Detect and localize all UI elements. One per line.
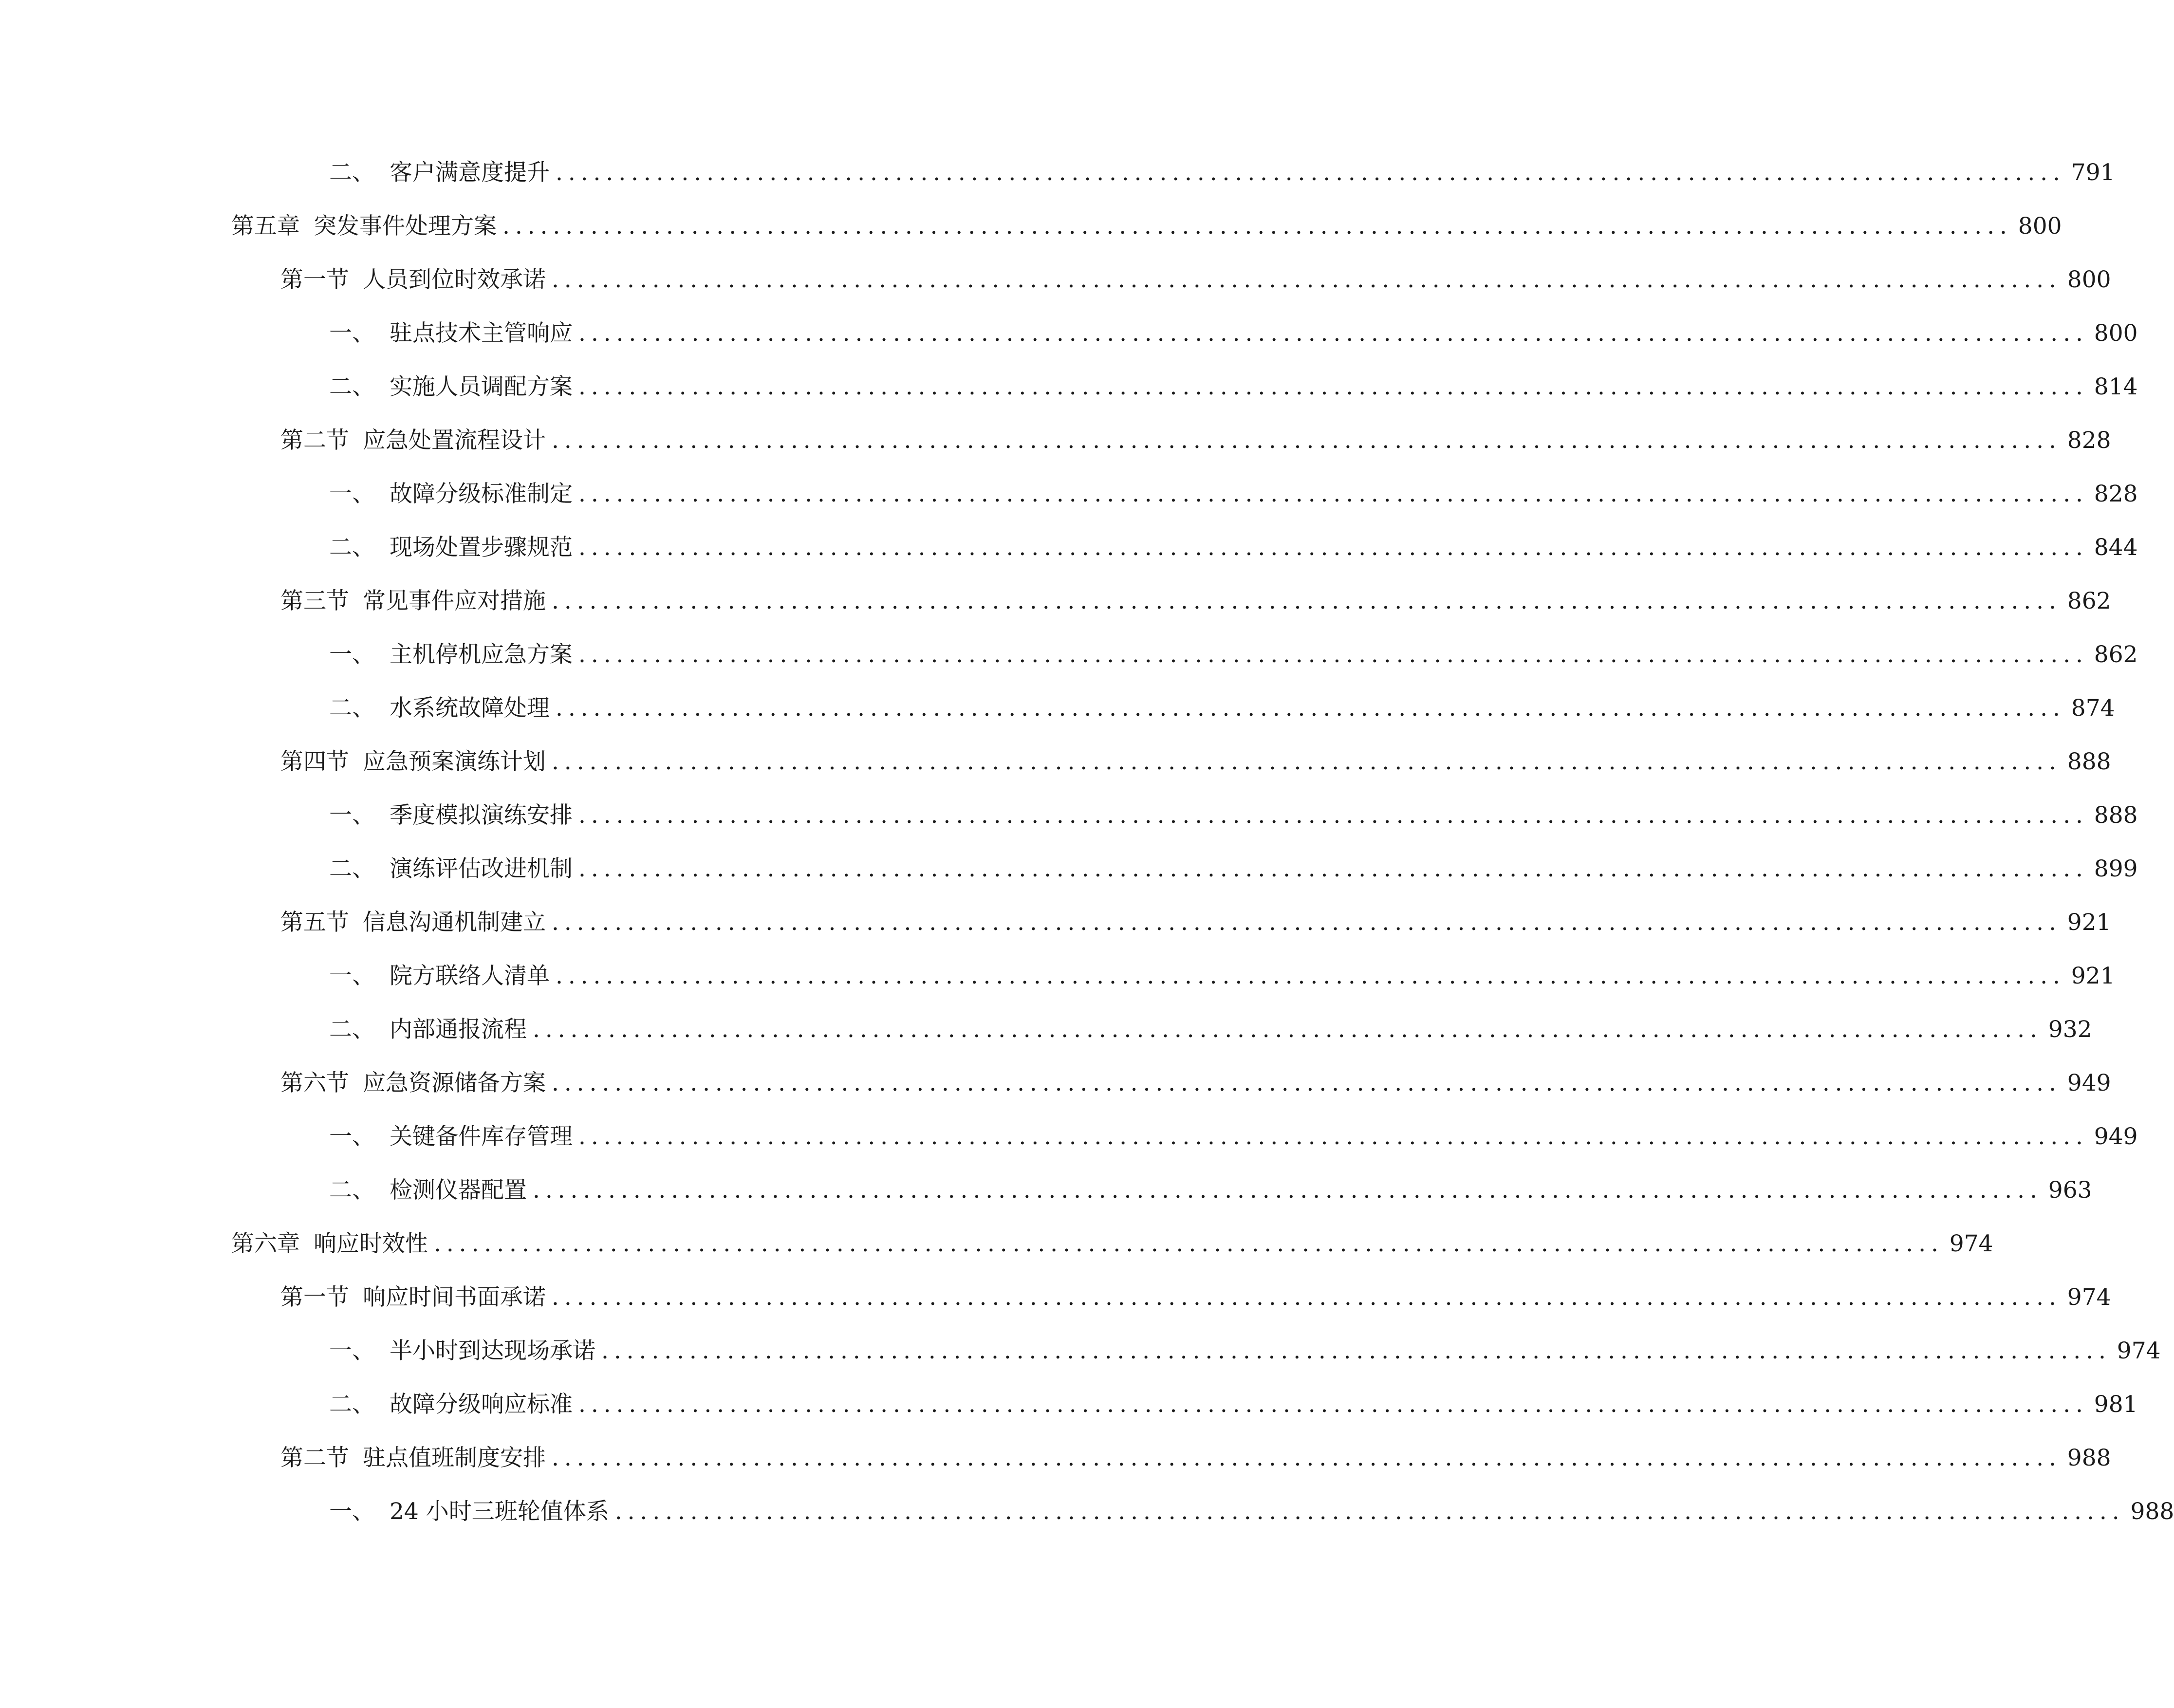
toc-dot-leader: ........................................................................................................................	[533, 1016, 2043, 1043]
toc-item-entry[interactable]	[329, 789, 2138, 842]
toc-page-number: 800	[2094, 320, 2138, 347]
toc-entry-number: 二、	[329, 1391, 375, 1418]
toc-dot-leader: ........................................................................................................................	[614, 1498, 2125, 1525]
toc-entry-title: 24 小时三班轮值体系	[390, 1498, 609, 1525]
toc-entry-number: 二、	[329, 373, 375, 400]
toc-entry-number: 一、	[329, 481, 375, 507]
toc-page-number: 791	[2071, 159, 2115, 186]
toc-entry-number: 一、	[329, 963, 375, 989]
toc-item-entry[interactable]	[329, 1324, 2161, 1378]
toc-page-number: 899	[2094, 855, 2138, 882]
toc-page-number: 800	[2067, 266, 2111, 293]
toc-row	[0, 200, 2062, 253]
toc-entry-number: 一、	[329, 1337, 375, 1364]
toc-page-number: 862	[2094, 641, 2138, 668]
toc-page-number: 844	[2094, 534, 2138, 561]
toc-entry-title: 半小时到达现场承诺	[390, 1337, 595, 1364]
toc-entry-title: 故障分级响应标准	[390, 1391, 573, 1418]
toc-entry-number: 一、	[329, 1123, 375, 1150]
toc-dot-leader: ........................................................................................................................	[578, 855, 2088, 882]
toc-entry-title: 实施人员调配方案	[390, 373, 573, 400]
toc-item-entry[interactable]	[329, 842, 2138, 896]
toc-row	[0, 1217, 1993, 1271]
toc-entry-number: 第五章	[231, 213, 300, 240]
toc-row	[0, 253, 2111, 307]
toc-entry-title: 人员到位时效承诺	[363, 266, 546, 293]
toc-page-number: 814	[2094, 373, 2138, 400]
toc-entry-number: 第一节	[280, 1284, 349, 1311]
toc-dot-leader: ........................................................................................................................	[601, 1337, 2111, 1364]
toc-row	[0, 896, 2111, 949]
toc-item-entry[interactable]	[329, 1110, 2138, 1164]
toc-row	[0, 1378, 2138, 1431]
toc-row	[0, 360, 2138, 414]
toc-entry-number: 第二节	[280, 427, 349, 454]
toc-page-number: 974	[1949, 1230, 1993, 1257]
toc-page-number: 888	[2094, 802, 2138, 829]
toc-page-number: 862	[2067, 588, 2111, 614]
toc-section-entry[interactable]	[280, 1431, 2111, 1485]
toc-row	[0, 414, 2111, 467]
toc-entry-title: 信息沟通机制建立	[363, 909, 546, 936]
toc-entry-number: 二、	[329, 1177, 375, 1204]
toc-dot-leader: ........................................................................................................................	[502, 213, 2012, 240]
toc-entry-title: 检测仪器配置	[390, 1177, 527, 1204]
toc-entry-title: 现场处置步骤规范	[390, 534, 573, 561]
toc-entry-title: 突发事件处理方案	[314, 213, 497, 240]
toc-entry-title: 演练评估改进机制	[390, 855, 573, 882]
toc-item-entry[interactable]	[329, 682, 2115, 735]
toc-entry-number: 第一节	[280, 266, 349, 293]
toc-page-number: 981	[2094, 1391, 2138, 1418]
toc-page-number: 874	[2071, 695, 2115, 722]
toc-item-entry[interactable]	[329, 521, 2138, 575]
toc-dot-leader: ........................................................................................................................	[556, 695, 2065, 722]
toc-page-number: 949	[2067, 1070, 2111, 1096]
toc-chapter-entry[interactable]	[231, 200, 2062, 253]
toc-row	[0, 1271, 2111, 1324]
toc-dot-leader: ........................................................................................................................	[552, 266, 2062, 293]
toc-page-number: 949	[2094, 1123, 2138, 1150]
toc-item-entry[interactable]	[329, 1164, 2092, 1217]
toc-entry-title: 响应时效性	[314, 1230, 428, 1257]
toc-entry-number: 第五节	[280, 909, 349, 936]
toc-dot-leader: ........................................................................................................................	[578, 641, 2088, 668]
toc-chapter-entry[interactable]	[231, 1217, 1993, 1271]
toc-entry-number: 第三节	[280, 588, 349, 614]
toc-dot-leader: ........................................................................................................................	[578, 802, 2088, 829]
toc-entry-title: 应急资源储备方案	[363, 1070, 546, 1096]
toc-item-entry[interactable]	[329, 146, 2115, 200]
toc-row	[0, 842, 2138, 896]
toc-entry-title: 驻点技术主管响应	[390, 320, 573, 347]
toc-item-entry[interactable]	[329, 628, 2138, 682]
toc-row	[0, 682, 2115, 735]
toc-page-number: 988	[2067, 1445, 2111, 1471]
toc-item-entry[interactable]	[329, 467, 2138, 521]
toc-dot-leader: ........................................................................................................................	[552, 748, 2062, 775]
toc-row	[0, 146, 2115, 200]
toc-section-entry[interactable]	[280, 1271, 2111, 1324]
toc-page-number: 828	[2094, 481, 2138, 507]
toc-entry-number: 一、	[329, 641, 375, 668]
toc-row	[0, 1110, 2138, 1164]
toc-dot-leader: ........................................................................................................................	[578, 373, 2088, 400]
toc-item-entry[interactable]	[329, 1003, 2092, 1057]
toc-dot-leader: ........................................................................................................................	[556, 963, 2065, 989]
toc-page-number: 800	[2018, 213, 2062, 240]
toc-dot-leader: ........................................................................................................................	[552, 588, 2062, 614]
toc-section-entry[interactable]	[280, 1057, 2111, 1110]
toc-section-entry[interactable]	[280, 414, 2111, 467]
toc-dot-leader: ........................................................................................................................	[552, 1445, 2062, 1471]
toc-entry-title: 季度模拟演练安排	[390, 802, 573, 829]
toc-entry-title: 主机停机应急方案	[390, 641, 573, 668]
toc-page-number: 974	[2067, 1284, 2111, 1311]
toc-page-number: 974	[2117, 1337, 2161, 1364]
toc-section-entry[interactable]	[280, 253, 2111, 307]
toc-row	[0, 789, 2138, 842]
toc-entry-title: 驻点值班制度安排	[363, 1445, 546, 1471]
toc-row	[0, 575, 2111, 628]
toc-dot-leader: ........................................................................................................................	[552, 909, 2062, 936]
toc-dot-leader: ........................................................................................................................	[552, 1070, 2062, 1096]
toc-entry-title: 客户满意度提升	[390, 159, 550, 186]
toc-entry-number: 一、	[329, 1498, 375, 1525]
toc-section-entry[interactable]	[280, 896, 2111, 949]
toc-row	[0, 1003, 2092, 1057]
toc-entry-number: 第二节	[280, 1445, 349, 1471]
toc-page-number: 921	[2067, 909, 2111, 936]
toc-page-number: 988	[2130, 1498, 2174, 1525]
toc-dot-leader: ........................................................................................................................	[556, 159, 2065, 186]
toc-entry-title: 水系统故障处理	[390, 695, 550, 722]
toc-entry-number: 二、	[329, 855, 375, 882]
toc-row	[0, 307, 2138, 360]
toc-row	[0, 521, 2138, 575]
toc-dot-leader: ........................................................................................................................	[533, 1177, 2043, 1204]
toc-dot-leader: ........................................................................................................................	[552, 1284, 2062, 1311]
toc-row	[0, 467, 2138, 521]
toc-item-entry[interactable]	[329, 949, 2115, 1003]
toc-row	[0, 1057, 2111, 1110]
toc-entry-title: 响应时间书面承诺	[363, 1284, 546, 1311]
toc-dot-leader: ........................................................................................................................	[578, 481, 2088, 507]
toc-dot-leader: ........................................................................................................................	[578, 1123, 2088, 1150]
toc-entry-title: 院方联络人清单	[390, 963, 550, 989]
toc-dot-leader: ........................................................................................................................	[552, 427, 2062, 454]
toc-row	[0, 735, 2111, 789]
toc-page-number: 963	[2048, 1177, 2092, 1204]
toc-entry-number: 第六节	[280, 1070, 349, 1096]
toc-dot-leader: ........................................................................................................................	[578, 1391, 2088, 1418]
toc-row	[0, 949, 2115, 1003]
toc-row	[0, 1324, 2161, 1378]
toc-entry-number: 一、	[329, 802, 375, 829]
toc-dot-leader: ........................................................................................................................	[434, 1230, 1944, 1257]
toc-section-entry[interactable]	[280, 735, 2111, 789]
toc-item-entry[interactable]	[329, 360, 2138, 414]
toc-entry-number: 一、	[329, 320, 375, 347]
toc-entry-title: 常见事件应对措施	[363, 588, 546, 614]
toc-item-entry[interactable]	[329, 1378, 2138, 1431]
toc-page-number: 888	[2067, 748, 2111, 775]
toc-entry-title: 关键备件库存管理	[390, 1123, 573, 1150]
toc-dot-leader: ........................................................................................................................	[578, 534, 2088, 561]
toc-entry-number: 二、	[329, 159, 375, 186]
toc-page-number: 828	[2067, 427, 2111, 454]
toc-entry-title: 应急预案演练计划	[363, 748, 546, 775]
toc-entry-number: 二、	[329, 695, 375, 722]
toc-entry-number: 二、	[329, 1016, 375, 1043]
toc-entry-title: 内部通报流程	[390, 1016, 527, 1043]
toc-row	[0, 1485, 2174, 1539]
toc-entry-number: 第六章	[231, 1230, 300, 1257]
toc-item-entry[interactable]	[329, 307, 2138, 360]
toc-section-entry[interactable]	[280, 575, 2111, 628]
toc-entry-number: 第四节	[280, 748, 349, 775]
toc-entry-number: 二、	[329, 534, 375, 561]
toc-item-entry[interactable]	[329, 1485, 2174, 1539]
toc-dot-leader: ........................................................................................................................	[578, 320, 2088, 347]
toc-entry-title: 应急处置流程设计	[363, 427, 546, 454]
toc-page-number: 921	[2071, 963, 2115, 989]
toc-row	[0, 1164, 2092, 1217]
toc-row	[0, 628, 2138, 682]
toc-row	[0, 1431, 2111, 1485]
toc-entry-title: 故障分级标准制定	[390, 481, 573, 507]
toc-page-number: 932	[2048, 1016, 2092, 1043]
